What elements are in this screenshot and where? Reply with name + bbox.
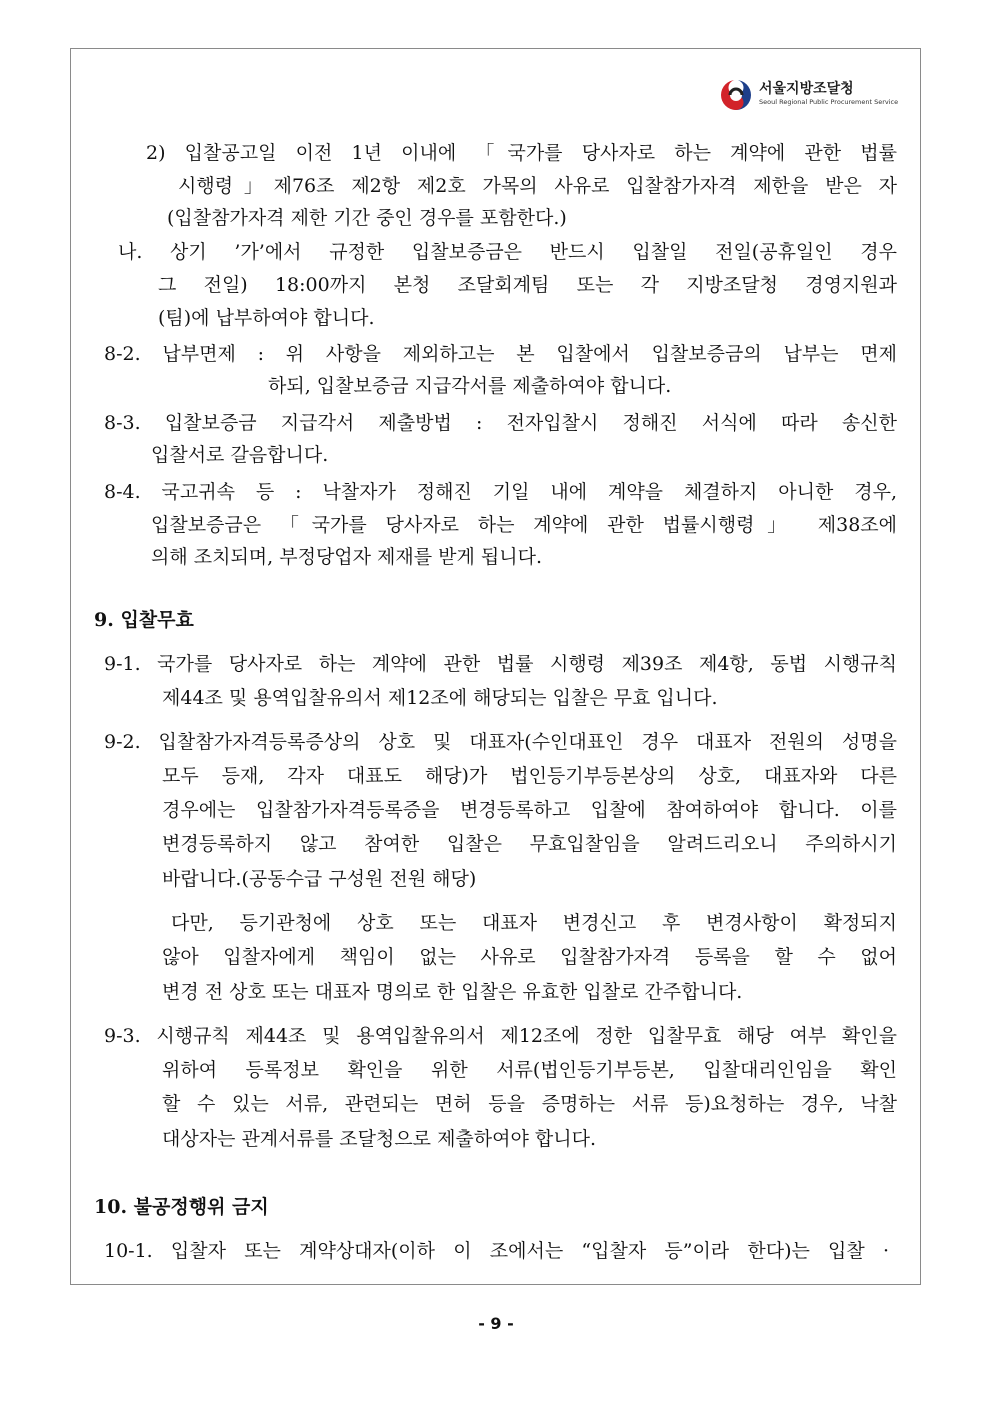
page-number: - 9 - <box>478 1314 514 1333</box>
taegeuk-emblem-icon <box>719 78 753 112</box>
text-line: 바랍니다.(공동수급 구성원 전원 해당) <box>162 868 477 890</box>
text-line: 변경등록하지 않고 참여한 입찰은 무효입찰임을 알려드리오니 주의하시기 <box>162 833 897 855</box>
heading-9: 9. 입찰무효 <box>94 609 194 631</box>
text-line: (입찰참가자격 제한 기간 중인 경우를 포함한다.) <box>167 207 567 229</box>
text-line: 하되, 입찰보증금 지급각서를 제출하여야 합니다. <box>268 375 672 397</box>
section-8-3: 8-3. 입찰보증금 지급각서 제출방법 : 전자입찰시 정해진 서식에 따라 송신한 <box>104 412 897 434</box>
org-name-ko: 서울지방조달청 <box>759 81 854 97</box>
text-line: 변경 전 상호 또는 대표자 명의로 한 입찰은 유효한 입찰로 간주합니다. <box>162 981 743 1003</box>
text-line: (팀)에 납부하여야 합니다. <box>158 307 375 329</box>
text-line: 다만, 등기관청에 상호 또는 대표자 변경신고 후 변경사항이 확정되지 <box>171 912 897 934</box>
org-name-en: Seoul Regional Public Procurement Service <box>759 98 899 106</box>
text-line: 의해 조치되며, 부정당업자 제재를 받게 됩니다. <box>151 546 543 568</box>
text-line: 시행령」제76조 제2항 제2호 가목의 사유로 입찰참가자격 제한을 받은 자 <box>178 175 897 197</box>
text-line: 위하여 등록정보 확인을 위한 서류(법인등기부등본, 입찰대리인임을 확인 <box>162 1059 897 1081</box>
section-8-2: 8-2. 납부면제 : 위 사항을 제외하고는 본 입찰에서 입찰보증금의 납부는 면제 <box>104 343 897 365</box>
section-9-3: 9-3. 시행규칙 제44조 및 용역입찰유의서 제12조에 정한 입찰무효 해당 여부 확인을 <box>104 1025 897 1047</box>
heading-10: 10. 불공정행위 금지 <box>94 1196 269 1218</box>
text-line: 그 전일) 18:00까지 본청 조달회계팀 또는 각 지방조달청 경영지원과 <box>158 274 897 296</box>
text-line: 입찰보증금은 「국가를 당사자로 하는 계약에 관한 법률시행령」 제38조에 <box>151 514 897 536</box>
org-logo <box>717 76 907 116</box>
text-line: 모두 등재, 각자 대표도 해당)가 법인등기부등본상의 상호, 대표자와 다른 <box>162 765 897 787</box>
section-10-1: 10-1. 입찰자 또는 계약상대자(이하 이 조에서는 “입찰자 등”이라 한다)는 입찰 · <box>104 1240 889 1262</box>
text-line: 할 수 있는 서류, 관련되는 면허 등을 증명하는 서류 등)요청하는 경우, 낙찰 <box>162 1093 897 1115</box>
text-line: 경우에는 입찰참가자격등록증을 변경등록하고 입찰에 참여하여야 합니다. 이를 <box>162 799 897 821</box>
section-8-4: 8-4. 국고귀속 등 : 낙찰자가 정해진 기일 내에 계약을 체결하지 아니한 경우, <box>104 481 897 503</box>
text-line: 2) 입찰공고일 이전 1년 이내에 「국가를 당사자로 하는 계약에 관한 법률 <box>146 142 897 164</box>
text-line: 않아 입찰자에게 책임이 없는 사유로 입찰참가자격 등록을 할 수 없어 <box>162 946 897 968</box>
text-line: 입찰서로 갈음합니다. <box>151 444 329 466</box>
text-line: 나. 상기 ’가’에서 규정한 입찰보증금은 반드시 입찰일 전일(공휴일인 경우 <box>118 241 897 263</box>
section-9-1: 9-1. 국가를 당사자로 하는 계약에 관한 법률 시행령 제39조 제4항, 동법 시행규칙 <box>104 653 897 675</box>
text-line: 제44조 및 용역입찰유의서 제12조에 해당되는 입찰은 무효 입니다. <box>162 687 718 709</box>
section-9-2: 9-2. 입찰참가자격등록증상의 상호 및 대표자(수인대표인 경우 대표자 전원의 성명을 <box>104 731 897 753</box>
text-line: 대상자는 관계서류를 조달청으로 제출하여야 합니다. <box>162 1128 596 1150</box>
